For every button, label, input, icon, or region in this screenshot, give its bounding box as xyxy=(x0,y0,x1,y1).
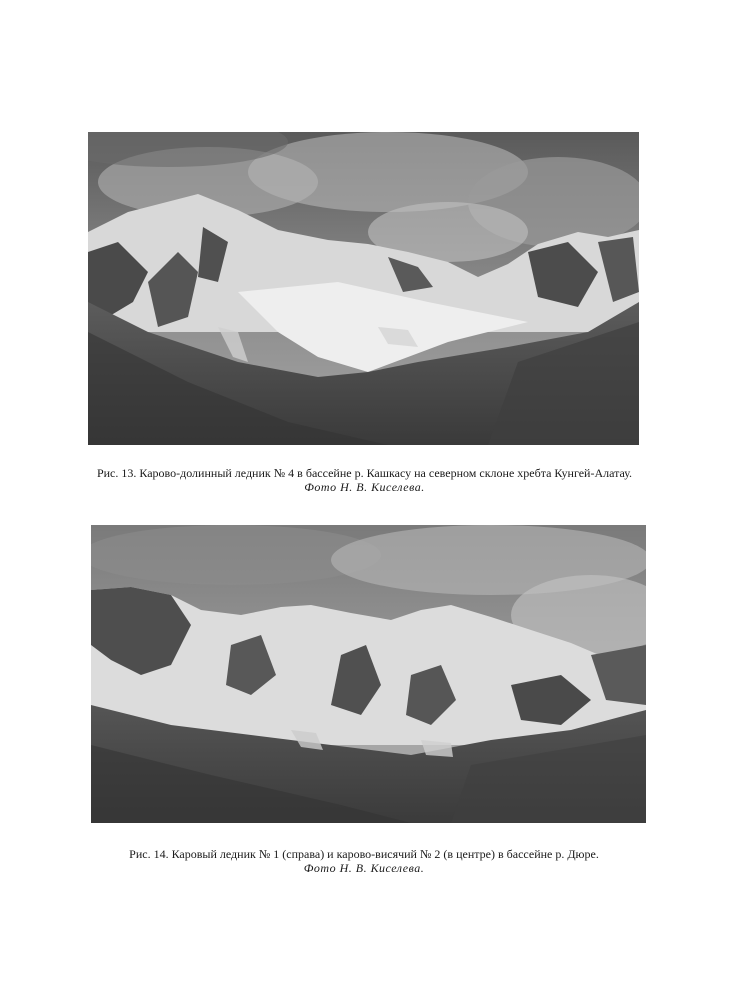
figure-13-caption-text: Рис. 13. Карово-долинный ледник № 4 в бассейне р. Кашкасу на северном склоне хребта Кунгей-Алатау. xyxy=(96,466,633,480)
mountain-glacier-photo-14 xyxy=(91,525,646,823)
figure-14-photo xyxy=(91,525,646,823)
figure-13-photo xyxy=(88,132,639,445)
figure-13-photo-credit: Фото Н. В. Киселева. xyxy=(304,480,425,494)
figure-14-caption xyxy=(84,847,644,875)
figure-14-caption-text: Рис. 14. Каровый ледник № 1 (справа) и карово-висячий № 2 (в центре) в бассейне р. Дюре. xyxy=(129,847,599,861)
figure-14-photo-credit: Фото Н. В. Киселева. xyxy=(303,861,425,875)
figure-13-caption xyxy=(82,466,647,494)
mountain-glacier-photo-13 xyxy=(88,132,639,445)
